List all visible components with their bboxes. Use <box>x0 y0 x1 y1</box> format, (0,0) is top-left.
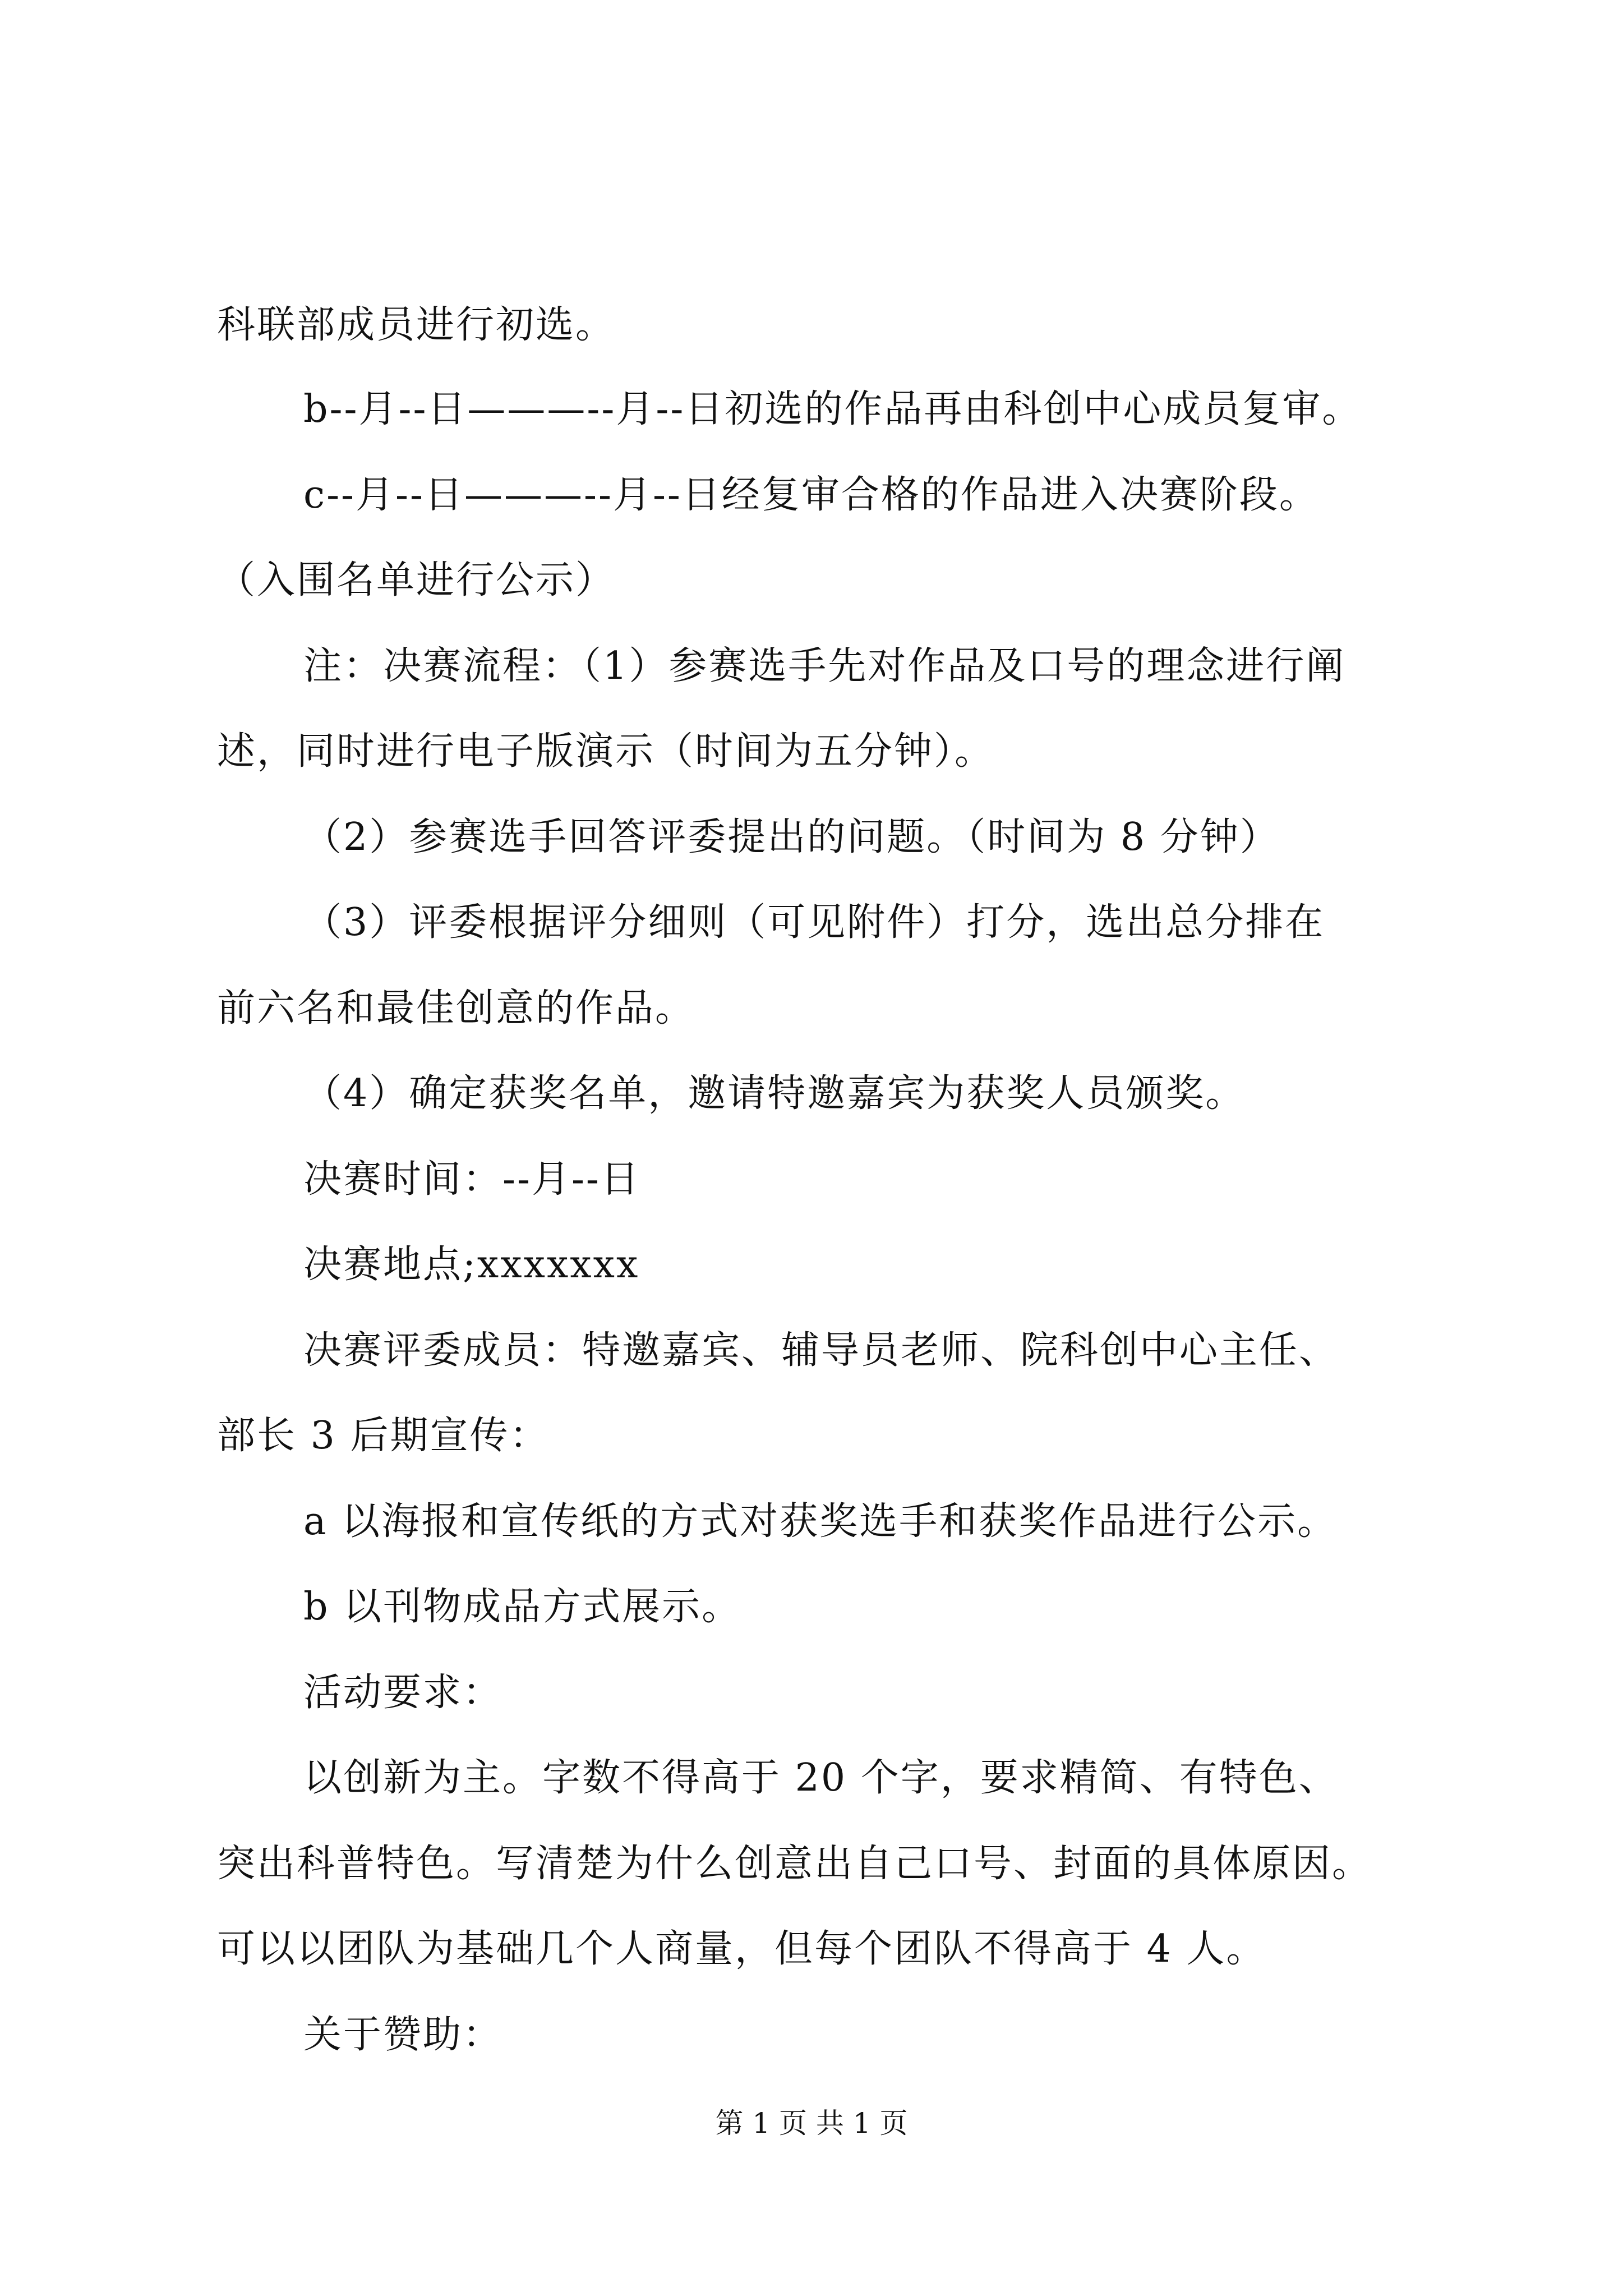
body-line-8: （3）评委根据评分细则（可见附件）打分，选出总分排在 <box>303 900 1325 945</box>
body-line-11: 决赛时间：--月--日 <box>303 1157 640 1202</box>
body-line-3: c--月--日———--月--日经复审合格的作品进入决赛阶段。 <box>303 473 1319 517</box>
body-line-18: 以创新为主。字数不得高于 20 个字，要求精简、有特色、 <box>303 1756 1339 1800</box>
body-line-7: （2）参赛选手回答评委提出的问题。（时间为 8 分钟） <box>303 815 1280 859</box>
body-line-19: 突出科普特色。写清楚为什么创意出自己口号、封面的具体原因。 <box>217 1842 1372 1886</box>
body-line-12: 决赛地点;xxxxxxx <box>303 1243 640 1287</box>
body-line-6: 述，同时进行电子版演示（时间为五分钟）。 <box>217 729 995 774</box>
body-line-20: 可以以团队为基础几个人商量，但每个团队不得高于 4 人。 <box>217 1927 1266 1971</box>
body-line-2: b--月--日———--月--日初选的作品再由科创中心成员复审。 <box>303 387 1362 431</box>
body-line-14: 部长 3 后期宣传： <box>217 1414 550 1458</box>
body-line-15: a 以海报和宣传纸的方式对获奖选手和获奖作品进行公示。 <box>303 1499 1338 1544</box>
body-line-9: 前六名和最佳创意的作品。 <box>217 986 695 1030</box>
page-footer: 第 1 页 共 1 页 <box>715 2107 908 2139</box>
body-line-10: （4）确定获奖名单，邀请特邀嘉宾为获奖人员颁奖。 <box>303 1071 1246 1116</box>
body-line-1: 科联部成员进行初选。 <box>217 303 616 347</box>
body-line-13: 决赛评委成员：特邀嘉宾、辅导员老师、院科创中心主任、 <box>303 1328 1339 1373</box>
body-line-5: 注：决赛流程：（1）参赛选手先对作品及口号的理念进行阐 <box>303 644 1346 688</box>
body-line-16: b 以刊物成品方式展示。 <box>303 1585 742 1629</box>
body-line-21: 关于赞助： <box>303 2013 503 2057</box>
body-line-4: （入围名单进行公示） <box>217 558 616 602</box>
body-line-17: 活动要求： <box>303 1671 503 1715</box>
